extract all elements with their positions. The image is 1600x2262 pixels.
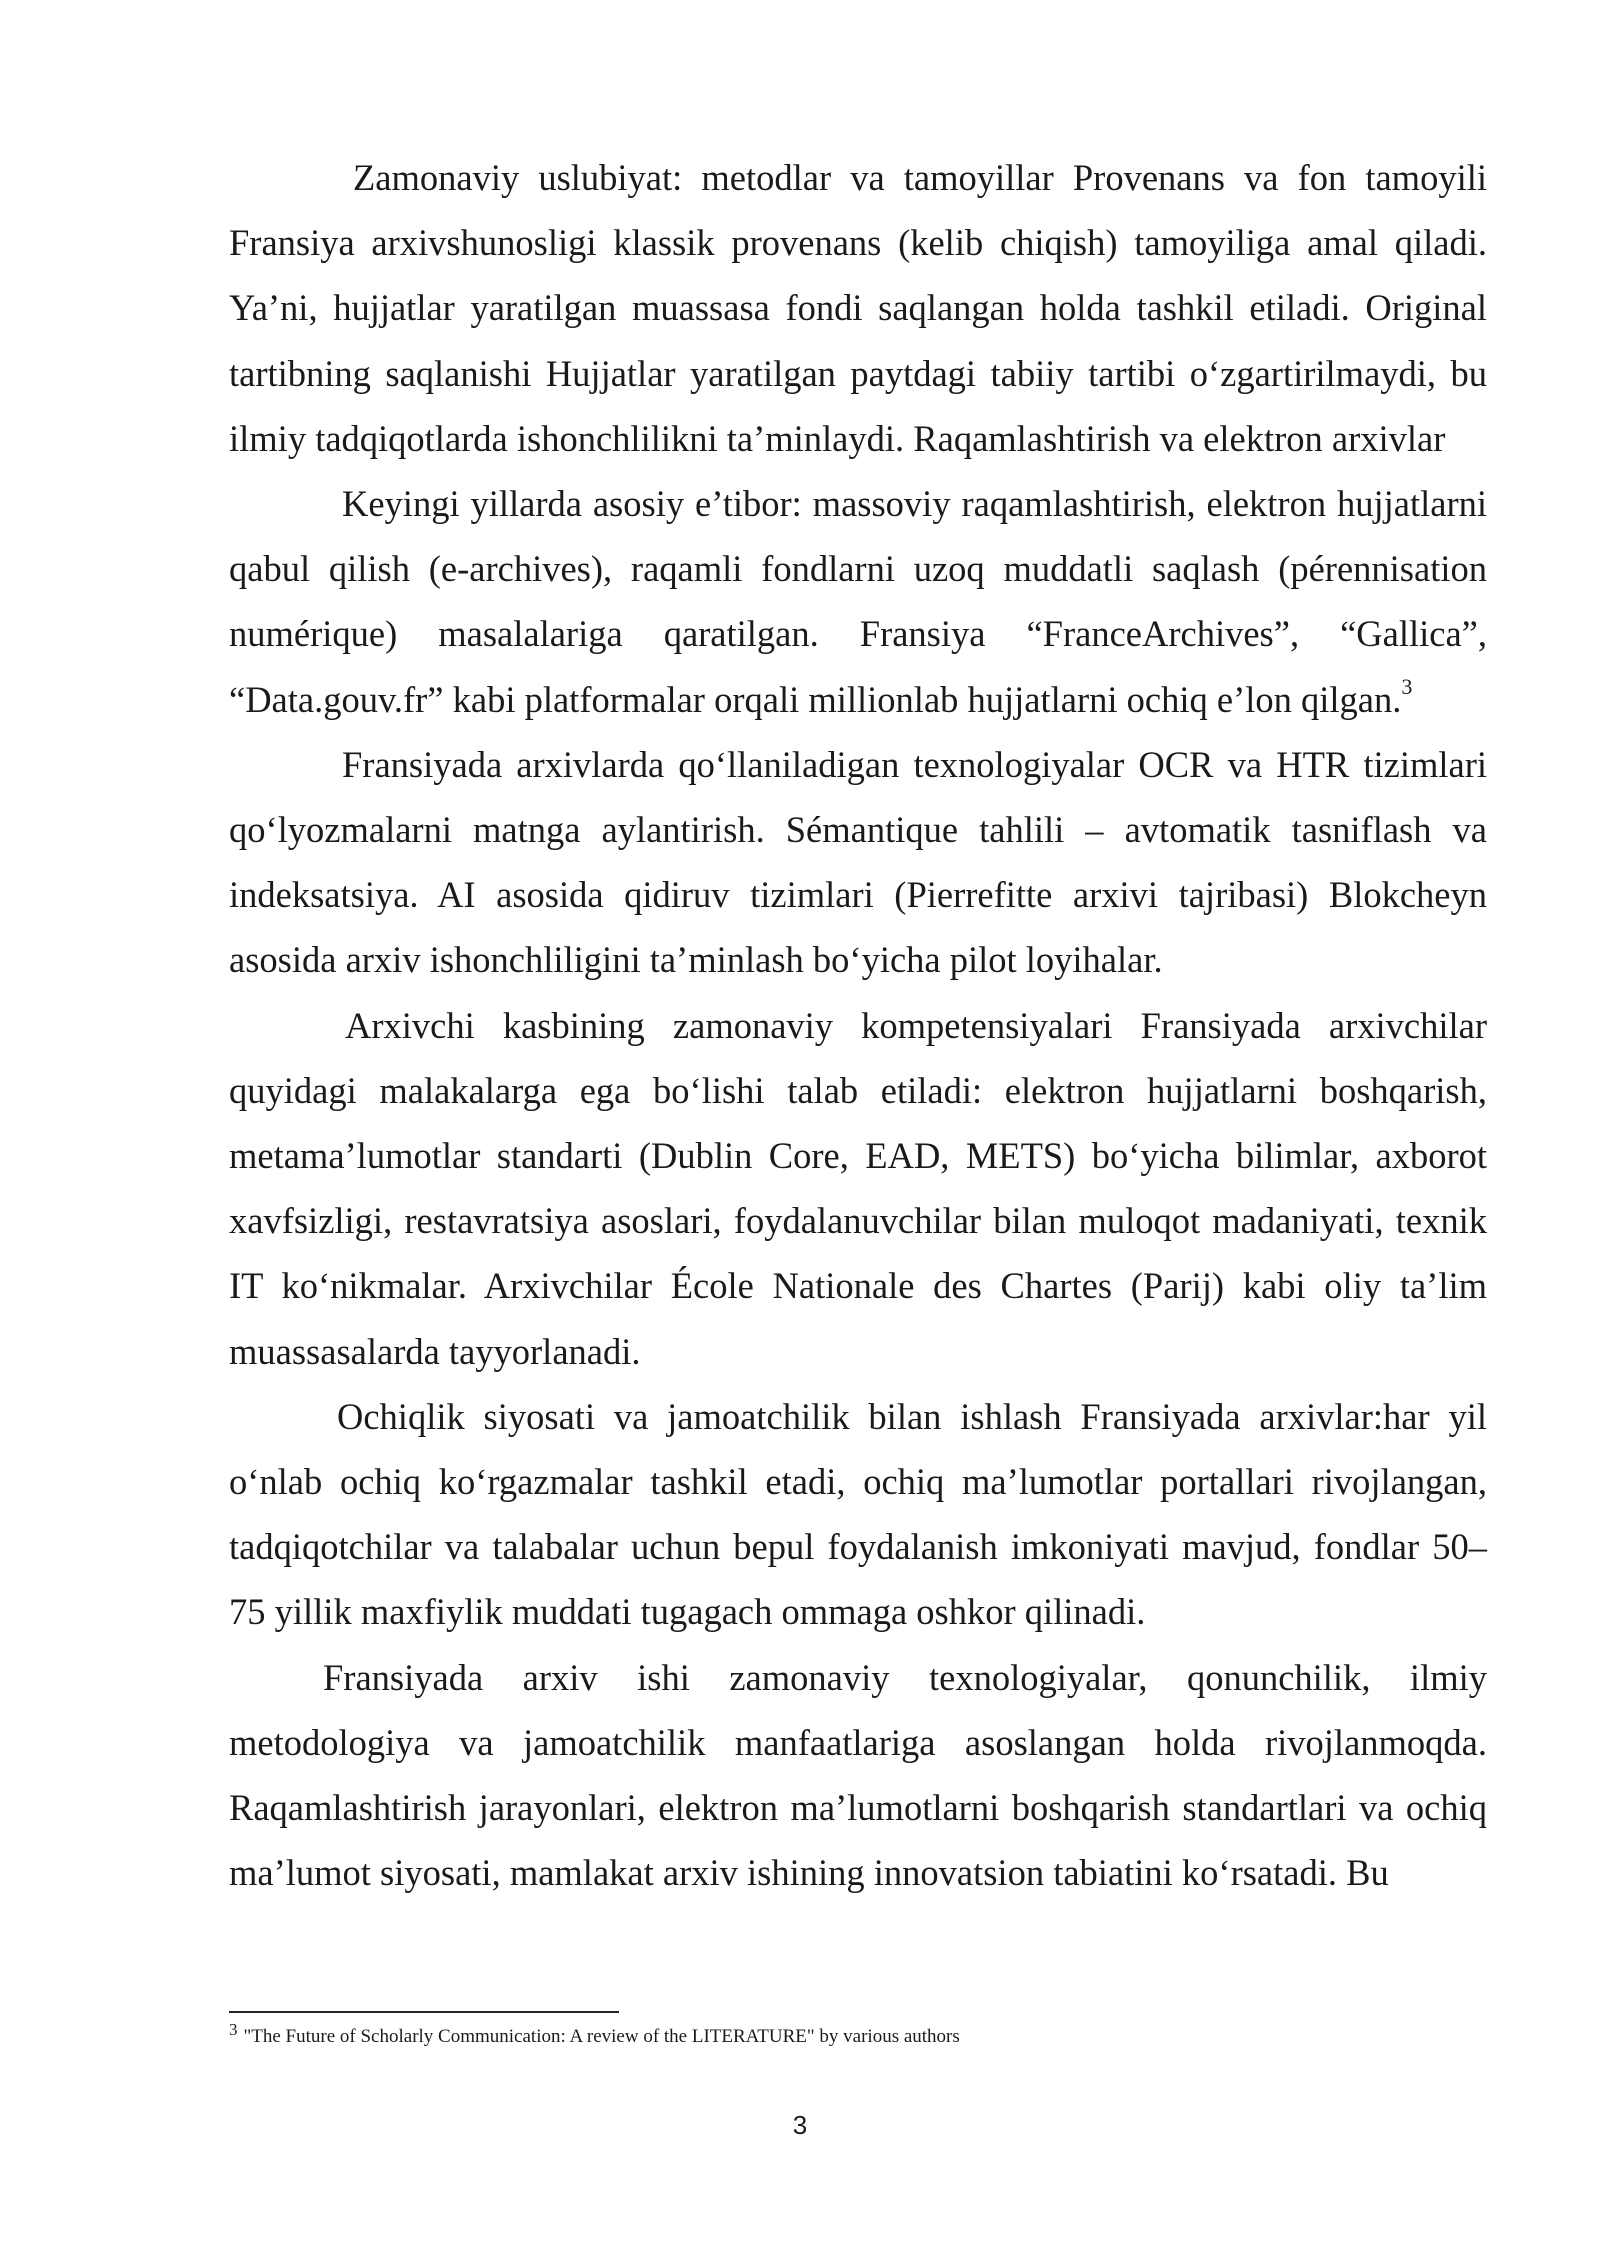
- paragraph-6: [229, 1645, 1487, 1906]
- paragraph-6-text: Fransiyada arxiv ishi zamonaviy texnologiyalar, qonunchilik, ilmiy metodologiya va jamoatchilik manfaatlariga asoslangan holda rivojlanmoqda. Raqamlashtirish jarayonlari, elektron ma’lumotlarni boshqarish standartlari va ochiq ma’lumot siyosati, mamlakat arxiv ishining innovatsion tabiatini ko‘rsatadi. Bu: [229, 1656, 1487, 1894]
- paragraph-3-text: Fransiyada arxivlarda qo‘llaniladigan texnologiyalar OCR va HTR tizimlari qo‘lyozmalarni matnga aylantirish. Sémantique tahlili – avtomatik tasniflash va indeksatsiya. AI asosida qidiruv tizimlari (Pierrefitte arxivi tajribasi) Blokcheyn asosida arxiv ishonchliligini ta’minlash bo‘yicha pilot loyihalar.: [229, 743, 1487, 981]
- paragraph-5-text: Ochiqlik siyosati va jamoatchilik bilan ishlash Fransiyada arxivlar:har yil o‘nlab ochiq ko‘rgazmalar tashkil etadi, ochiq ma’lumotlar portallari rivojlangan, tadqiqotchilar va talabalar uchun bepul foydalanish imkoniyati mavjud, fondlar 50–75 yillik maxfiylik muddati tugagach ommaga oshkor qilinadi.: [229, 1395, 1487, 1633]
- footnote-reference[interactable]: 3: [1401, 674, 1413, 700]
- paragraph-2: [229, 471, 1487, 732]
- body-text: [229, 145, 1487, 1905]
- paragraph-4-text: Arxivchi kasbining zamonaviy kompetensiyalari Fransiyada arxivchilar quyidagi malakalarga ega bo‘lishi talab etiladi: elektron hujjatlarni boshqarish, metama’lumotlar standarti (Dublin Core, EAD, METS) bo‘yicha bilimlar, axborot xavfsizligi, restavratsiya asoslari, foydalanuvchilar bilan muloqot madaniyati, texnik IT ko‘nikmalar. Arxivchilar École Nationale des Chartes (Parij) kabi oliy ta’lim muassasalarda tayyorlanadi.: [229, 1004, 1487, 1372]
- paragraph-1: [229, 145, 1487, 471]
- footnote-number: 3: [229, 2019, 238, 2039]
- paragraph-3: [229, 732, 1487, 993]
- footnote-text: "The Future of Scholarly Communication: A review of the LITERATURE" by various authors: [243, 2026, 960, 2047]
- paragraph-2-text: Keyingi yillarda asosiy e’tibor: massoviy raqamlashtirish, elektron hujjatlarni qabul qilish (e-archives), raqamli fondlarni uzoq muddatli saqlash (pérennisation numérique) masalalariga qaratilgan. Fransiya “FranceArchives”, “Gallica”, “Data.gouv.fr” kabi platformalar orqali millionlab hujjatlarni ochiq e’lon qilgan.: [229, 483, 1487, 720]
- paragraph-5: [229, 1384, 1487, 1645]
- paragraph-4: [229, 993, 1487, 1384]
- paragraph-1-text: Zamonaviy uslubiyat: metodlar va tamoyillar Provenans va fon tamoyili Fransiya arxivshunosligi klassik provenans (kelib chiqish) tamoyiliga amal qiladi. Ya’ni, hujjatlar yaratilgan muassasa fondi saqlangan holda tashkil etiladi. Original tartibning saqlanishi Hujjatlar yaratilgan paytdagi tabiiy tartibi o‘zgartirilmaydi, bu ilmiy tadqiqotlarda ishonchlilikni ta’minlaydi. Raqamlashtirish va elektron arxivlar: [229, 157, 1487, 459]
- footnote-separator: [229, 2011, 619, 2013]
- footnote: [229, 2019, 1487, 2050]
- page-number: 3: [792, 2110, 808, 2140]
